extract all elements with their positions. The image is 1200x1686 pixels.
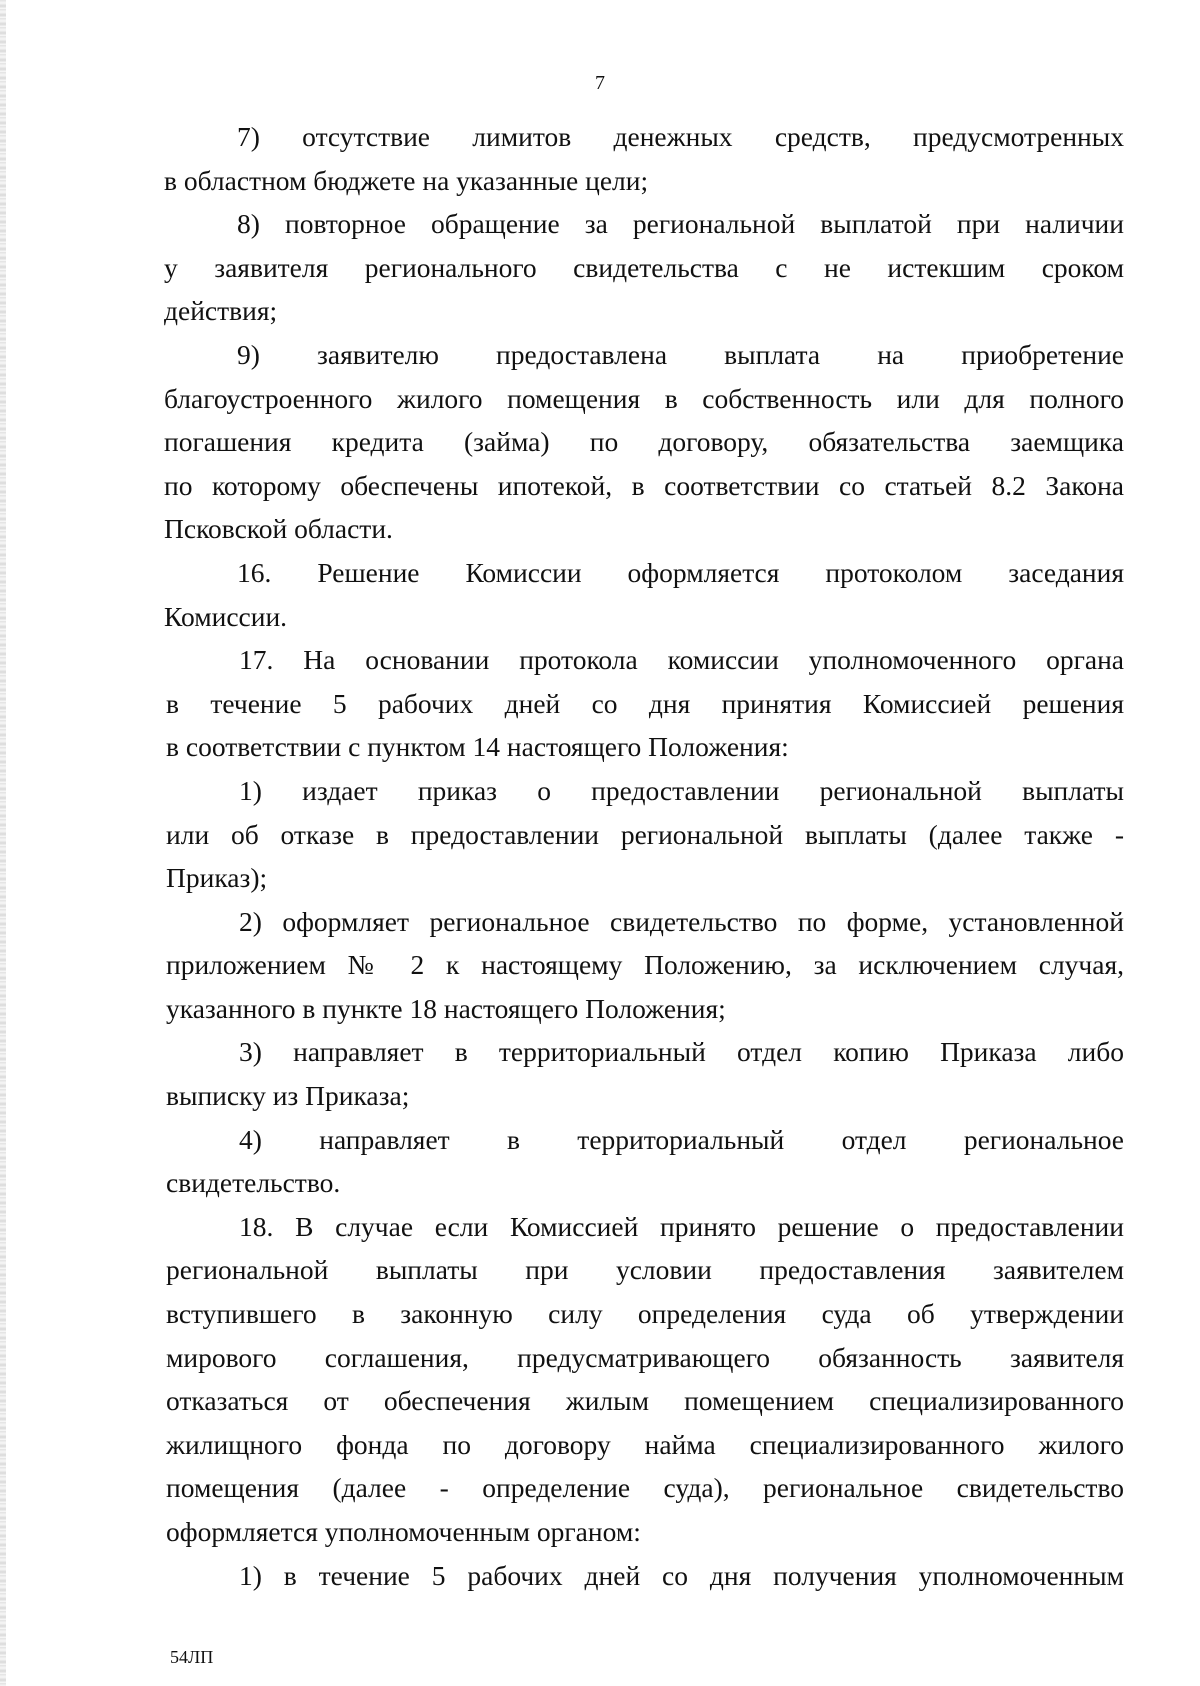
clause-17-item-1: [166, 769, 1124, 900]
clause-18: [166, 1205, 1124, 1554]
text-line: в областном бюджете на указанные цели;: [164, 164, 649, 196]
text-line: 2) оформляет региональное свидетельство по форме, установленной: [239, 905, 1124, 937]
text-line: мирового соглашения, предусматривающего обязанность заявителя: [166, 1341, 1124, 1373]
text-line: приложением № 2 к настоящему Положению, за исключением случая,: [166, 949, 1124, 981]
list-item-9: [164, 333, 1124, 551]
document-code: 54ЛП: [170, 1647, 214, 1667]
clause-17: [166, 638, 1124, 769]
text-line: Приказ);: [166, 862, 268, 894]
clause-17-item-2: [166, 900, 1124, 1031]
text-line: погашения кредита (займа) по договору, обязательства заемщика: [164, 426, 1124, 458]
text-line: выписку из Приказа;: [166, 1080, 410, 1112]
list-item-7: [164, 115, 1124, 202]
text-line: 1) издает приказ о предоставлении региональной выплаты: [239, 774, 1124, 806]
text-line: оформляется уполномоченным органом:: [166, 1516, 641, 1547]
text-line: у заявителя регионального свидетельства с не истекшим сроком: [164, 251, 1124, 283]
page-number: 7: [595, 72, 605, 94]
text-line: 9) заявителю предоставлена выплата на приобретение: [237, 338, 1124, 370]
text-line: помещения (далее - определение суда), региональное свидетельство: [166, 1472, 1124, 1504]
text-line: 7) отсутствие лимитов денежных средств, предусмотренных: [237, 121, 1124, 152]
text-line: 1) в течение 5 рабочих дней со дня получения уполномоченным: [239, 1559, 1124, 1591]
text-line: Псковской области.: [164, 513, 393, 545]
text-line: 18. В случае если Комиссией принято решение о предоставлении: [239, 1210, 1124, 1242]
text-line: в соответствии с пунктом 14 настоящего Положения:: [166, 731, 789, 763]
text-line: региональной выплаты при условии предоставления заявителем: [166, 1254, 1124, 1286]
list-item-8: [164, 202, 1124, 333]
text-line: жилищного фонда по договору найма специализированного жилого: [166, 1428, 1124, 1460]
text-line: отказаться от обеспечения жилым помещением специализированного: [166, 1385, 1124, 1417]
text-line: вступившего в законную силу определения суда об утверждении: [166, 1298, 1124, 1330]
text-line: Комиссии.: [164, 600, 288, 632]
scan-edge-decoration: [0, 0, 6, 1686]
document-body: [166, 115, 1124, 1597]
clause-17-item-4: [166, 1118, 1124, 1205]
clause-18-item-1: [166, 1554, 1124, 1598]
text-line: 17. На основании протокола комиссии уполномоченного органа: [239, 644, 1124, 676]
text-line: 4) направляет в территориальный отдел региональное: [239, 1123, 1124, 1155]
text-line: или об отказе в предоставлении региональной выплаты (далее также -: [166, 818, 1124, 850]
text-line: указанного в пункте 18 настоящего Положения;: [166, 992, 726, 1024]
text-line: свидетельство.: [166, 1167, 341, 1199]
text-line: 16. Решение Комиссии оформляется протоколом заседания: [237, 556, 1124, 588]
text-line: 8) повторное обращение за региональной выплатой при наличии: [237, 208, 1124, 240]
clause-16: [164, 551, 1124, 638]
text-line: по которому обеспечены ипотекой, в соответствии со статьей 8.2 Закона: [164, 469, 1124, 501]
text-line: 3) направляет в территориальный отдел копию Приказа либо: [239, 1036, 1124, 1068]
text-line: благоустроенного жилого помещения в собственность или для полного: [164, 382, 1124, 414]
clause-17-item-3: [166, 1030, 1124, 1117]
text-line: в течение 5 рабочих дней со дня принятия Комиссией решения: [166, 687, 1124, 719]
text-line: действия;: [164, 295, 278, 327]
